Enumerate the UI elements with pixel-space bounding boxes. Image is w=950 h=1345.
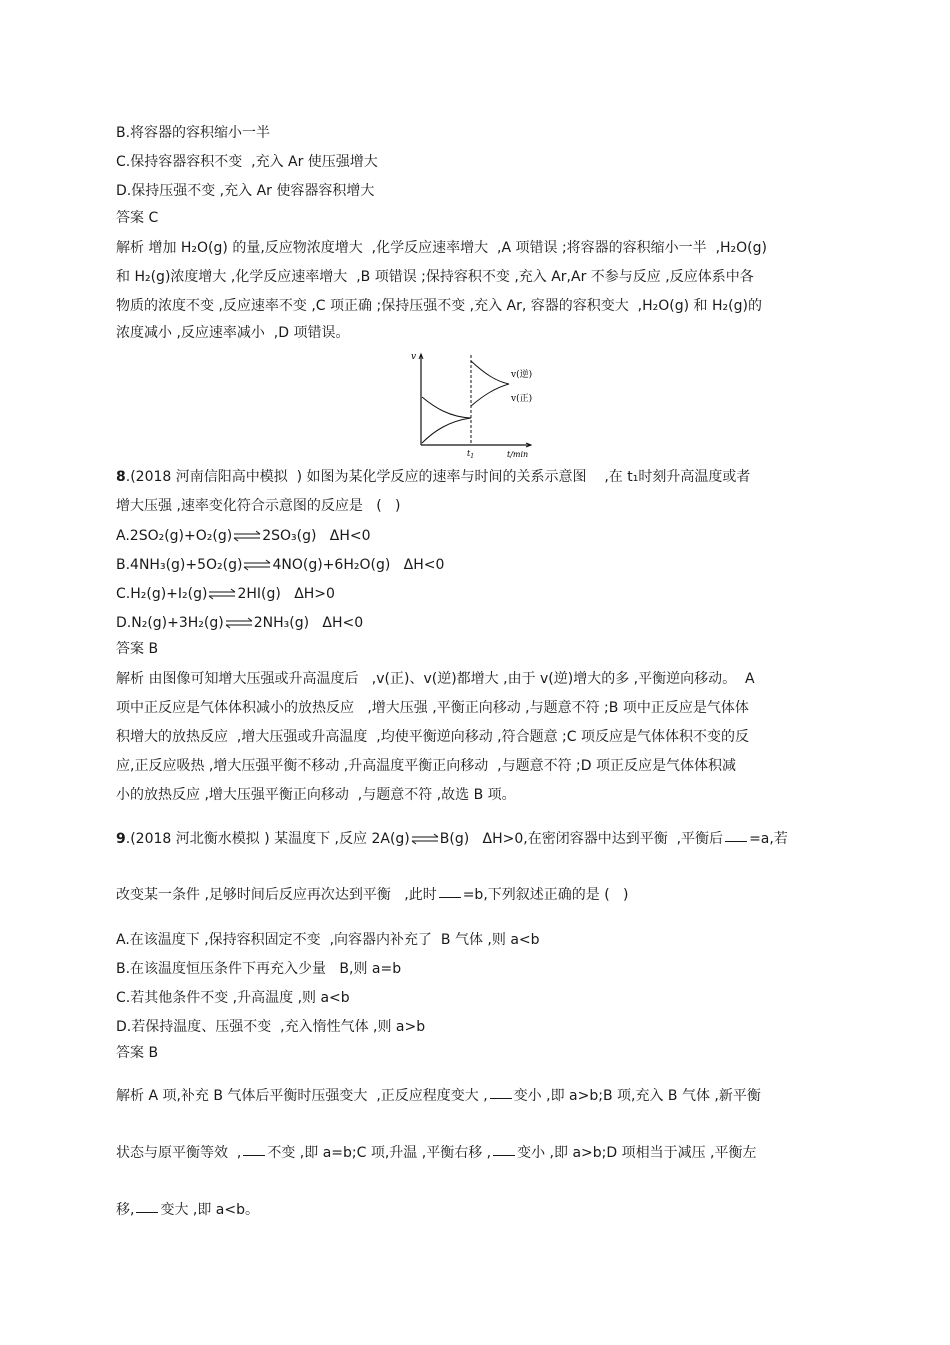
analysis-9-text-e: 变小 ,即 a>b;D 项相当于减压 ,平衡左 [517,1145,757,1161]
x-axis-label: t/min [507,450,529,459]
question-9-line-2 [116,886,629,904]
option-9b: B.在该温度恒压条件下再充入少量 B,则 a=b [116,961,402,977]
fraction-bar-icon [490,1090,512,1099]
analysis-9-text-a: 解析 A 项,补充 B 气体后平衡时压强变大 ,正反应程度变大 , [116,1088,488,1104]
option-8a-left: A.2SO₂(g)+O₂(g) [116,528,233,544]
option-8a-right: 2SO₃(g) ΔH<0 [262,528,371,544]
option-9a: A.在该温度下 ,保持容积固定不变 ,向容器内补充了 B 气体 ,则 a<b [116,932,540,948]
question-8-line-1 [116,468,750,486]
equilibrium-arrow-icon [411,833,439,845]
option-8c-left: C.H₂(g)+I₂(g) [116,586,208,602]
option-8d-left: D.N₂(g)+3H₂(g) [116,615,224,631]
analysis-7-line-2: 和 H₂(g)浓度增大 ,化学反应速率增大 ,B 项错误 ;保持容积不变 ,充入 Ar,Ar 不参与反应 ,反应体系中各 [116,269,754,285]
question-9-line-1 [116,830,788,848]
fraction-bar-icon [243,1147,265,1156]
answer-9: 答案 B [116,1045,159,1061]
analysis-9-text-f: 移, [116,1202,135,1218]
fraction-bar-icon [439,889,461,898]
option-8b-right: 4NO(g)+6H₂O(g) ΔH<0 [272,557,445,573]
option-d-line: D.保持压强不变 ,充入 Ar 使容器容积增大 [116,183,375,199]
analysis-8-line-3: 积增大的放热反应 ,增大压强或升高温度 ,均使平衡逆向移动 ,符合题意 ;C 项反应是气体体积不变的反 [116,729,749,745]
equilibrium-arrow-icon [225,617,253,629]
analysis-9-line-3 [116,1201,259,1219]
option-c-line: C.保持容器容积不变 ,充入 Ar 使压强增大 [116,154,378,170]
analysis-8-line-2: 项中正反应是气体体积减小的放热反应 ,增大压强 ,平衡正向移动 ,与题意不符 ;B 项中正反应是气体体 [116,700,749,716]
question-9-text-c: =a,若 [749,831,788,847]
analysis-7-line-4: 浓度减小 ,反应速率减小 ,D 项错误。 [116,325,350,341]
option-8a [116,527,371,545]
option-9d: D.若保持温度、压强不变 ,充入惰性气体 ,则 a>b [116,1019,426,1035]
option-8c [116,585,335,603]
analysis-7-line-3: 物质的浓度不变 ,反应速率不变 ,C 项正确 ;保持压强不变 ,充入 Ar, 容器的容积变大 ,H₂O(g) 和 H₂(g)的 [116,298,762,314]
v-forward-label: v(正) [511,394,533,404]
option-8c-right: 2HI(g) ΔH>0 [237,586,335,602]
analysis-9-text-g: 变大 ,即 a<b。 [160,1202,259,1218]
question-9-text-d: 改变某一条件 ,足够时间后反应再次达到平衡 ,此时 [116,887,437,903]
option-8b-left: B.4NH₃(g)+5O₂(g) [116,557,243,573]
option-8d [116,614,363,632]
option-9c: C.若其他条件不变 ,升高温度 ,则 a<b [116,990,350,1006]
v-reverse-label: v(逆) [511,370,533,380]
analysis-7-line-1: 解析 增加 H₂O(g) 的量,反应物浓度增大 ,化学反应速率增大 ,A 项错误 ;将容器的容积缩小一半 ,H₂O(g) [116,240,767,256]
rate-time-graph [409,351,539,459]
fraction-bar-icon [136,1204,158,1213]
question-9-number: 9 [116,831,126,847]
question-8-number: 8 [116,469,126,485]
analysis-8-line-1: 解析 由图像可知增大压强或升高温度后 ,v(正)、v(逆)都增大 ,由于 v(逆)增大的多 ,平衡逆向移动。 A [116,671,755,687]
t1-label: $t_1$ [467,449,475,459]
option-8b [116,556,444,574]
option-8d-right: 2NH₃(g) ΔH<0 [253,615,364,631]
answer-8: 答案 B [116,641,159,657]
y-axis-label: v [411,352,417,362]
analysis-8-line-4: 应,正反应吸热 ,增大压强平衡不移动 ,升高温度平衡正向移动 ,与题意不符 ;D 项正反应是气体体积减 [116,758,736,774]
question-8-line-2: 增大压强 ,速率变化符合示意图的反应是 ( ) [116,498,401,514]
question-9-text-e: =b,下列叙述正确的是 ( ) [462,887,629,903]
analysis-9-line-2 [116,1144,757,1162]
analysis-8-line-5: 小的放热反应 ,增大压强平衡正向移动 ,与题意不符 ,故选 B 项。 [116,787,516,803]
fraction-bar-icon [493,1147,515,1156]
analysis-9-text-c: 状态与原平衡等效 , [116,1145,242,1161]
graph-background [409,351,539,459]
analysis-9-line-1 [116,1087,761,1105]
option-b-line: B.将容器的容积缩小一半 [116,125,271,141]
equilibrium-arrow-icon [233,530,261,542]
analysis-9-text-b: 变小 ,即 a>b;B 项,充入 B 气体 ,新平衡 [513,1088,761,1104]
question-8-text: .(2018 河南信阳高中模拟 ) 如图为某化学反应的速率与时间的关系示意图 ,在 t₁时刻升高温度或者 [125,469,751,485]
question-9-text-a: .(2018 河北衡水模拟 ) 某温度下 ,反应 2A(g) [125,831,410,847]
answer-7: 答案 C [116,210,159,226]
equilibrium-arrow-icon [208,588,236,600]
question-9-text-b: B(g) ΔH>0,在密闭容器中达到平衡 ,平衡后 [439,831,724,847]
fraction-bar-icon [725,833,747,842]
analysis-9-text-d: 不变 ,即 a=b;C 项,升温 ,平衡右移 , [267,1145,492,1161]
equilibrium-arrow-icon [243,559,271,571]
